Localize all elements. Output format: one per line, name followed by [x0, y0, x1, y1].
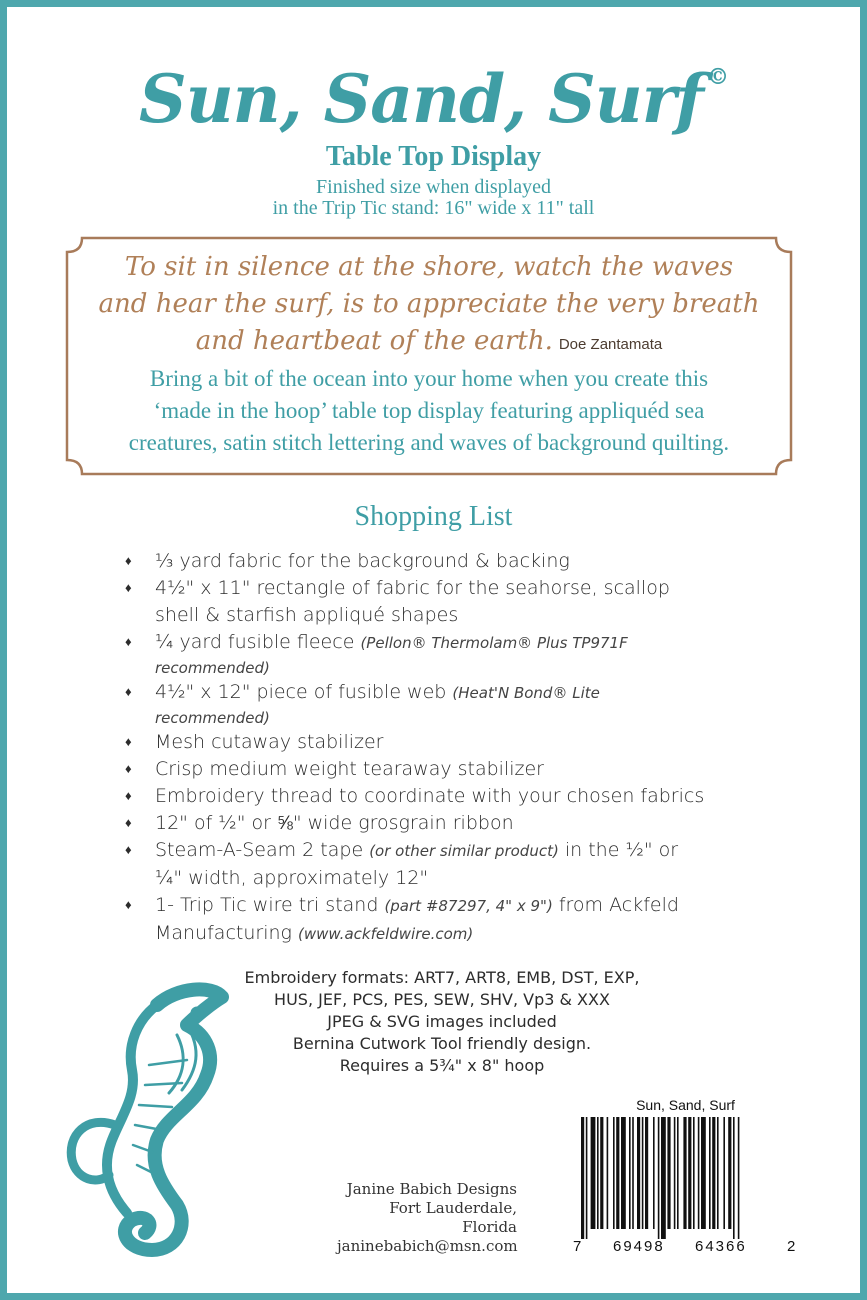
barcode-bar — [658, 1117, 660, 1239]
barcode-bar — [667, 1117, 670, 1229]
barcode-bar — [693, 1117, 695, 1229]
address-email: janinebabich@msn.com — [337, 1237, 518, 1255]
barcode-bar — [607, 1117, 609, 1229]
shopping-list-heading: Shopping List — [354, 501, 513, 532]
diamond-bullet-icon: ♦ — [125, 843, 132, 858]
diamond-bullet-icon: ♦ — [125, 762, 132, 777]
barcode-bar — [616, 1117, 619, 1229]
barcode-digit-left: 7 — [573, 1238, 582, 1255]
barcode-bar — [701, 1117, 706, 1229]
diamond-bullet-icon: ♦ — [125, 898, 132, 913]
barcode-bar — [723, 1117, 725, 1229]
pattern-subtitle: Table Top Display — [325, 141, 542, 172]
finished-size-line-2: in the Trip Tic stand: 16" wide x 11" tall — [272, 197, 595, 219]
barcode-digit-right: 2 — [787, 1238, 796, 1255]
barcode-bar — [677, 1117, 679, 1229]
barcode-bar — [712, 1117, 715, 1229]
barcode-group-1: 69498 — [613, 1238, 665, 1255]
blurb-line-2: ‘made in the hoop’ table top display featuring appliquéd sea — [153, 398, 705, 423]
quote-frame — [64, 235, 794, 477]
barcode-bar — [683, 1117, 686, 1229]
barcode-bar — [717, 1117, 719, 1229]
list-item: ♦ Embroidery thread to coordinate with your chosen fabrics — [125, 783, 765, 810]
list-item: ♦ ⅓ yard fabric for the background & backing — [125, 548, 765, 575]
barcode-bar — [733, 1117, 735, 1239]
barcode-bar — [698, 1117, 700, 1229]
barcode-bar — [674, 1117, 676, 1229]
barcode-bar — [688, 1117, 691, 1229]
barcode-bar — [738, 1117, 740, 1239]
barcode-bar — [613, 1117, 615, 1229]
diamond-bullet-icon: ♦ — [125, 635, 132, 650]
list-item: ♦ 4½" x 12" piece of fusible web (Heat'N Bond® Lite recommended) — [125, 681, 600, 727]
barcode-bar — [591, 1117, 596, 1229]
barcode-bar — [597, 1117, 599, 1229]
quote-line-3-text: and heartbeat of the earth. — [195, 326, 553, 356]
designer-address — [337, 1180, 517, 1256]
barcode-bars — [581, 1117, 791, 1239]
finished-size-line-1: Finished size when displayed — [316, 176, 551, 198]
quote-line-3 — [84, 323, 774, 363]
address-line-2: Fort Lauderdale, Florida — [389, 1199, 517, 1236]
embroidery-formats — [182, 967, 702, 1077]
barcode-bar — [637, 1117, 640, 1229]
barcode-bar — [632, 1117, 634, 1229]
barcode-bar — [661, 1117, 666, 1239]
diamond-bullet-icon: ♦ — [125, 581, 132, 596]
diamond-bullet-icon: ♦ — [125, 685, 132, 700]
formats-line-2: HUS, JEF, PCS, PES, SEW, SHV, Vp3 & XXX — [274, 990, 610, 1009]
blurb-line-3: creatures, satin stitch lettering and waves of background quilting. — [128, 430, 730, 455]
formats-line-3: JPEG & SVG images included — [327, 1012, 557, 1031]
list-item: ♦ Mesh cutaway stabilizer — [125, 729, 765, 756]
copyright-mark: © — [706, 64, 728, 90]
address-line-1: Janine Babich Designs — [346, 1180, 517, 1198]
list-item: ♦ 1- Trip Tic wire tri stand (part #87297, 4" x 9") from Ackfeld Manufacturing (www.ackfeldwire.com) — [125, 894, 679, 944]
barcode-bar — [581, 1117, 584, 1239]
barcode-bar — [629, 1117, 631, 1229]
list-item: ♦ 12" of ½" or ⅝" wide grosgrain ribbon — [125, 810, 765, 837]
diamond-bullet-icon: ♦ — [125, 554, 132, 569]
barcode-bar — [586, 1117, 588, 1239]
list-item: ♦ Crisp medium weight tearaway stabilizer — [125, 756, 765, 783]
quote-line-1: To sit in silence at the shore, watch the waves — [124, 252, 734, 282]
barcode-bar — [653, 1117, 655, 1229]
quote-line-2: and hear the surf, is to appreciate the very breath — [98, 289, 760, 319]
formats-line-4: Bernina Cutwork Tool friendly design. — [292, 1034, 592, 1053]
formats-line-5: Requires a 5¾" x 8" hoop — [339, 1056, 545, 1075]
barcode-bar — [600, 1117, 603, 1229]
diamond-bullet-icon: ♦ — [125, 789, 132, 804]
barcode-bar — [642, 1117, 644, 1229]
diamond-bullet-icon: ♦ — [125, 816, 132, 831]
barcode-bar — [728, 1117, 731, 1229]
formats-line-1: Embroidery formats: ART7, ART8, EMB, DST, EXP, — [244, 968, 640, 987]
barcode-block — [573, 1097, 798, 1257]
pattern-title-text: Sun, Sand, Surf — [139, 60, 703, 138]
shopping-list — [125, 548, 765, 948]
barcode-group-2: 64366 — [695, 1238, 747, 1255]
quote-author: Doe Zantamata — [558, 336, 663, 353]
barcode-bar — [645, 1117, 648, 1229]
pattern-title — [7, 37, 860, 139]
description-blurb — [80, 363, 778, 459]
diamond-bullet-icon: ♦ — [125, 735, 132, 750]
list-item: ♦ Steam-A-Seam 2 tape (or other similar product) in the ½" or ¼" width, approximately 12" — [125, 839, 679, 889]
barcode-title: Sun, Sand, Surf — [636, 1097, 735, 1113]
list-item: ♦ ¼ yard fusible fleece (Pellon® Thermolam® Plus TP971F recommended) — [125, 631, 628, 677]
quote-text — [84, 249, 774, 363]
barcode-bar — [621, 1117, 626, 1229]
finished-size — [7, 177, 860, 219]
barcode-bar — [709, 1117, 711, 1229]
blurb-line-1: Bring a bit of the ocean into your home when you create this — [149, 366, 709, 391]
list-item: ♦ 4½" x 11" rectangle of fabric for the seahorse, scallop shell & starfish appliqué shapes — [125, 577, 670, 626]
